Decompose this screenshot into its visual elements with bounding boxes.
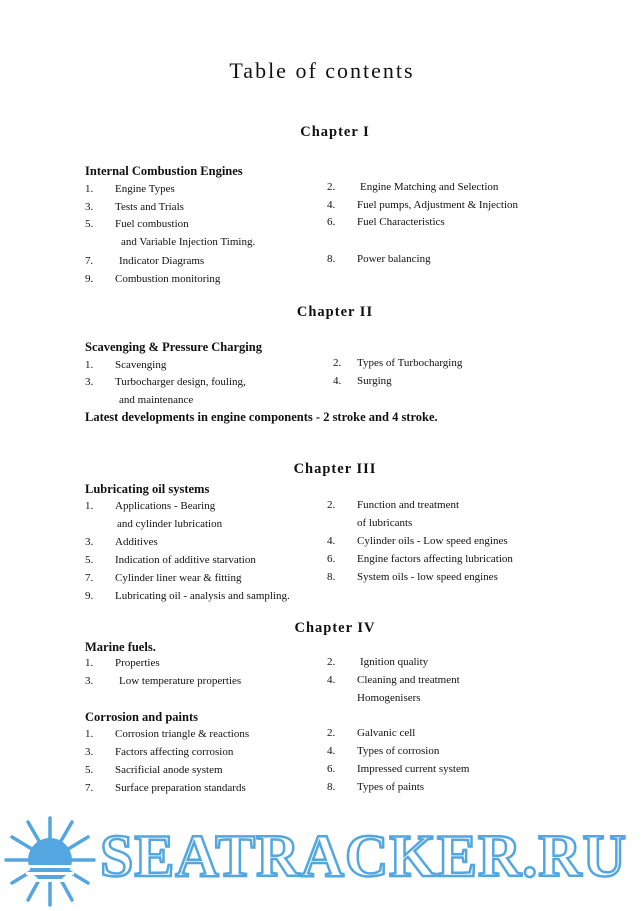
item-number: 7. <box>85 572 94 584</box>
toc-entry: Fuel combustion <box>115 218 189 230</box>
item-number: 8. <box>327 571 336 583</box>
chapter-heading: Chapter IV <box>294 620 376 636</box>
section-heading: Scavenging & Pressure Charging <box>85 340 262 354</box>
item-number: 2. <box>327 499 336 511</box>
item-number: 2. <box>327 181 336 193</box>
item-number: 3. <box>85 376 94 388</box>
section-heading: Internal Combustion Engines <box>85 164 243 178</box>
section-heading: Marine fuels. <box>85 640 156 654</box>
toc-entry: Properties <box>115 657 160 669</box>
toc-entry: Sacrificial anode system <box>115 764 223 776</box>
toc-entry: Additives <box>115 536 158 548</box>
toc-entry: Power balancing <box>357 253 431 265</box>
item-number: 3. <box>85 536 94 548</box>
item-number: 1. <box>85 359 94 371</box>
toc-entry-continuation: Homogenisers <box>357 692 421 704</box>
page-title: Table of contents <box>229 58 415 83</box>
toc-entry: Low temperature properties <box>119 675 242 687</box>
toc-entry-continuation: and Variable Injection Timing. <box>121 236 256 248</box>
toc-entry: Types of paints <box>357 781 425 793</box>
item-number: 7. <box>85 782 94 794</box>
toc-entry: Turbocharger design, fouling, <box>115 376 246 388</box>
item-number: 1. <box>85 183 94 195</box>
section-heading: Corrosion and paints <box>85 710 198 724</box>
toc-entry: System oils - low speed engines <box>357 571 498 583</box>
toc-entry: Engine factors affecting lubrication <box>357 553 513 565</box>
watermark-text: SEATRACKER.RU <box>100 823 627 889</box>
item-number: 2. <box>333 357 342 369</box>
item-number: 1. <box>85 500 94 512</box>
toc-entry: Cylinder oils - Low speed engines <box>357 535 508 547</box>
toc-entry-continuation: of lubricants <box>357 517 413 529</box>
toc-entry: Impressed current system <box>357 763 470 775</box>
item-number: 8. <box>327 781 336 793</box>
toc-entry-continuation: and maintenance <box>119 394 194 406</box>
toc-entry: Engine Matching and Selection <box>360 181 499 193</box>
item-number: 5. <box>85 218 94 230</box>
toc-entry: Surface preparation standards <box>115 782 246 794</box>
toc-entry-continuation: and cylinder lubrication <box>117 518 223 530</box>
section-heading: Lubricating oil systems <box>85 482 210 496</box>
toc-entry: Applications - Bearing <box>115 500 216 512</box>
item-number: 1. <box>85 728 94 740</box>
toc-entry: Engine Types <box>115 183 175 195</box>
item-number: 4. <box>327 745 336 757</box>
item-number: 4. <box>327 535 336 547</box>
toc-entry: Ignition quality <box>360 656 429 668</box>
toc-entry: Scavenging <box>115 359 167 371</box>
toc-entry: Indication of additive starvation <box>115 554 256 566</box>
toc-entry: Lubricating oil - analysis and sampling. <box>115 590 290 602</box>
chapter-heading: Chapter III <box>293 461 377 477</box>
item-number: 7. <box>85 255 94 267</box>
item-number: 4. <box>327 199 336 211</box>
item-number: 6. <box>327 763 336 775</box>
toc-entry: Types of corrosion <box>357 745 440 757</box>
item-number: 5. <box>85 554 94 566</box>
item-number: 3. <box>85 675 94 687</box>
item-number: 6. <box>327 553 336 565</box>
toc-entry: Factors affecting corrosion <box>115 746 234 758</box>
toc-entry: Tests and Trials <box>115 201 184 213</box>
item-number: 1. <box>85 657 94 669</box>
toc-entry: Cylinder liner wear & fitting <box>115 572 242 584</box>
toc-entry: Combustion monitoring <box>115 273 221 285</box>
toc-entry: Galvanic cell <box>357 727 416 739</box>
item-number: 4. <box>333 375 342 387</box>
item-number: 5. <box>85 764 94 776</box>
item-number: 2. <box>327 727 336 739</box>
toc-entry: Fuel pumps, Adjustment & Injection <box>357 199 519 211</box>
item-number: 2. <box>327 656 336 668</box>
toc-entry: Indicator Diagrams <box>119 255 205 267</box>
toc-entry: Fuel Characteristics <box>357 216 445 228</box>
chapter-heading: Chapter II <box>296 304 374 320</box>
toc-entry: Corrosion triangle & reactions <box>115 728 250 740</box>
item-number: 3. <box>85 746 94 758</box>
toc-entry: Function and treatment <box>357 499 460 511</box>
chapter-note: Latest developments in engine components - 2 stroke and 4 stroke. <box>85 410 438 424</box>
item-number: 4. <box>327 674 336 686</box>
item-number: 3. <box>85 201 94 213</box>
item-number: 6. <box>327 216 336 228</box>
toc-entry: Types of Turbocharging <box>357 357 463 369</box>
item-number: 9. <box>85 590 94 602</box>
toc-entry: Surging <box>357 375 392 387</box>
item-number: 8. <box>327 253 336 265</box>
item-number: 9. <box>85 273 94 285</box>
chapter-heading: Chapter I <box>300 124 370 140</box>
toc-entry: Cleaning and treatment <box>357 674 460 686</box>
